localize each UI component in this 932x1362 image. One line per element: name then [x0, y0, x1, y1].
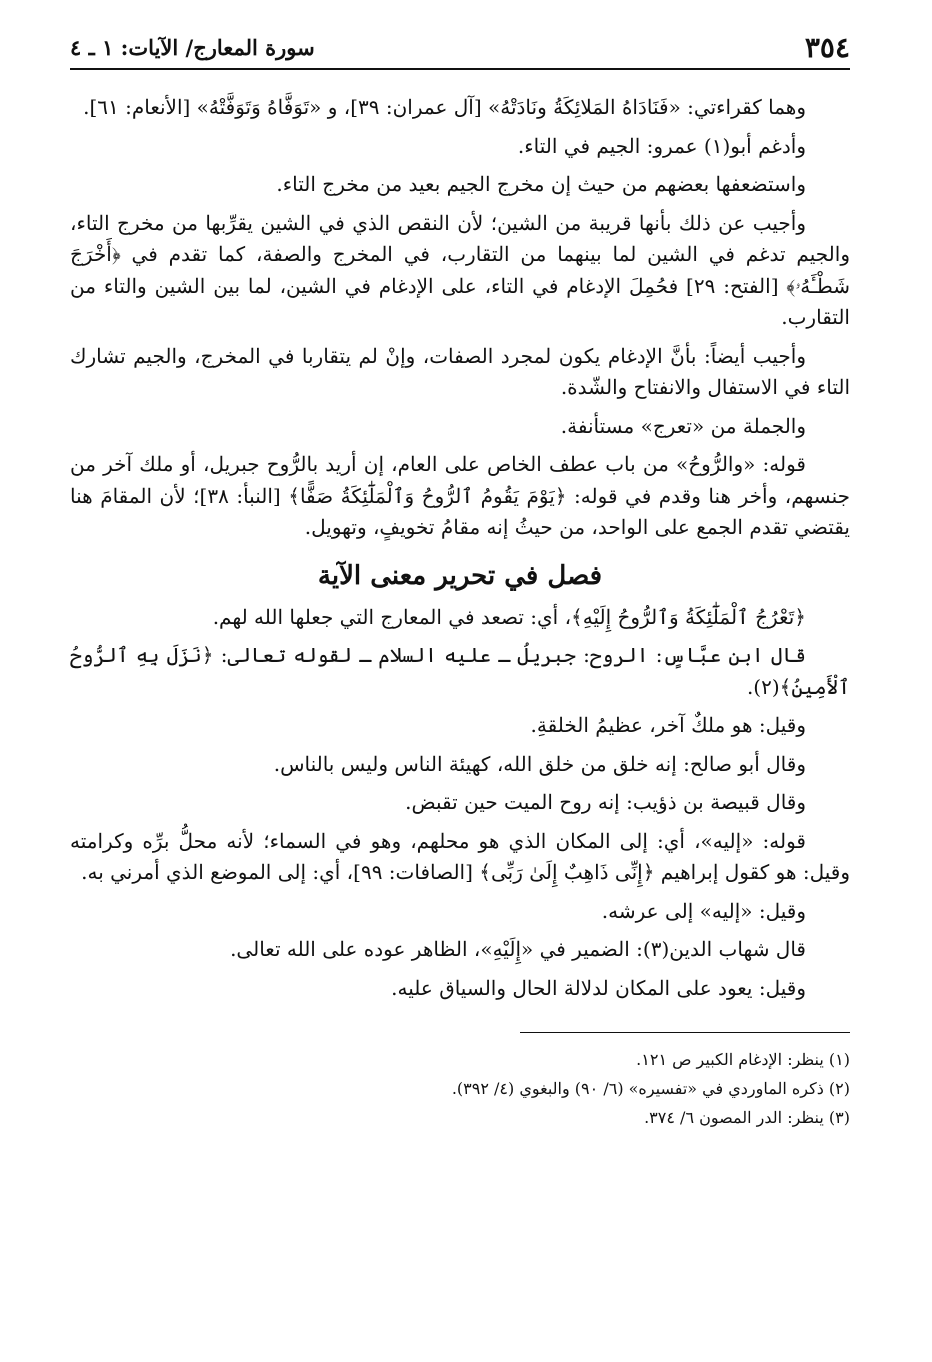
paragraph: قوله: «إليه»، أي: إلى المكان الذي هو محلهم، وهو في السماء؛ لأنه محلُّ برِّه وكرامته وقيل: هو كقول إبراهيم ﴿إِنِّى ذَاهِبٌ إِلَىٰ رَبِّى﴾ [الصافات: ٩٩]، أي: إلى الموضع الذي أمرني به. — [70, 828, 850, 884]
paragraph: وقال أبو صالح: إنه خلق من خلق الله، كهيئة الناس وليس بالناس. — [273, 751, 806, 776]
paragraph: وقيل: يعود على المكان لدلالة الحال والسياق عليه. — [391, 975, 806, 1000]
page-number: ٣٥٤ — [804, 31, 850, 64]
paragraph: واستضعفها بعضهم من حيث إن مخرج الجيم بعيد من مخرج التاء. — [276, 172, 806, 196]
footnotes — [70, 1045, 850, 1132]
paragraph: قوله: «والرُّوحُ» من باب عطف الخاص على العام، إن أريد بالرُّوح جبريل، أو ملك آخر من جنسهم، وأخر هنا وقدم في قوله: ﴿يَوْمَ يَقُومُ ٱلرُّوحُ وَٱلْمَلَٰٓئِكَةُ صَفًّا﴾ [النبأ: ٣٨]؛ لأن المقامَ هنا يقتضي تقدم الجمع على الواحد، من حيثُ إنه مقامُ تخويفٍ، وتهويل. — [70, 452, 850, 539]
paragraph: وأجيب عن ذلك بأنها قريبة من الشين؛ لأن النقص الذي في الشين يقرِّبها من مخرج التاء، والجيم تدغم في الشين لما بينهما من التقارب، في المخرج والصفة، كما تقدم في ﴿أَخْرَجَ شَطْـَٔهُۥ﴾ [الفتح: ٢٩] فحُمِلَ الإدغام في التاء، على الإدغام في الشين، لما بين الشين والتاء من التقارب. — [70, 210, 850, 329]
paragraph: قال ابن عبَّاسٍ: الروح: جبريلُ ـ عليه السلام ـ لقوله تعالى: ﴿نَزَلَ بِهِ ٱلرُّوحُ ٱلْأَمِينُ﴾(٢). — [70, 643, 850, 699]
paragraph: وهما كقراءتي: «فَنَادَاهُ المَلائِكَةُ ونَادَتْهُ» [آل عمران: ٣٩]، و «تَوَفَّاهُ وَتَوَفَّتْهُ» [الأنعام: ٦١]. — [83, 95, 806, 119]
footnote: (١) ينظر: الإدغام الكبير ص ١٢١. — [636, 1050, 850, 1069]
footnote: (٣) ينظر: الدر المصون ٦/ ٣٧٤. — [644, 1108, 850, 1127]
paragraph: والجملة من «تعرج» مستأنفة. — [560, 413, 806, 438]
book-page — [70, 28, 850, 1132]
footnote-separator — [520, 1032, 850, 1033]
main-text — [70, 92, 850, 1004]
section-title: فصل في تحرير معنى الآية — [317, 560, 603, 591]
paragraph: وقال قبيصة بن ذؤيب: إنه روح الميت حين تقبض. — [405, 790, 806, 814]
footnote: (٢) ذكره الماوردي في «تفسيره» (٦/ ٩٠) والبغوي (٤/ ٣٩٢). — [451, 1079, 850, 1098]
page-header — [70, 28, 850, 70]
paragraph: وأدغم أبو(١) عمرو: الجيم في التاء. — [517, 133, 806, 158]
paragraph: قال شهاب الدين(٣): الضمير في «إِلَيْهِ»، الظاهر عوده على الله تعالى. — [230, 937, 806, 961]
paragraph: ﴿تَعْرُجُ ٱلْمَلَٰٓئِكَةُ وَٱلرُّوحُ إِلَيْهِ﴾، أي: تصعد في المعارج التي جعلها الله لهم. — [212, 604, 806, 629]
paragraph: وأجيب أيضاً: بأنَّ الإدغام يكون لمجرد الصفات، وإنْ لم يتقاربا في المخرج، والجيم تشارك التاء في الاستفال والانفتاح والشّدة. — [70, 343, 850, 399]
paragraph: وقيل: «إليه» إلى عرشه. — [601, 898, 806, 923]
paragraph: وقيل: هو ملكٌ آخر، عظيمُ الخلقةِ. — [530, 713, 806, 737]
running-head: سورة المعارج/ الآيات: ١ ـ ٤ — [70, 35, 315, 60]
